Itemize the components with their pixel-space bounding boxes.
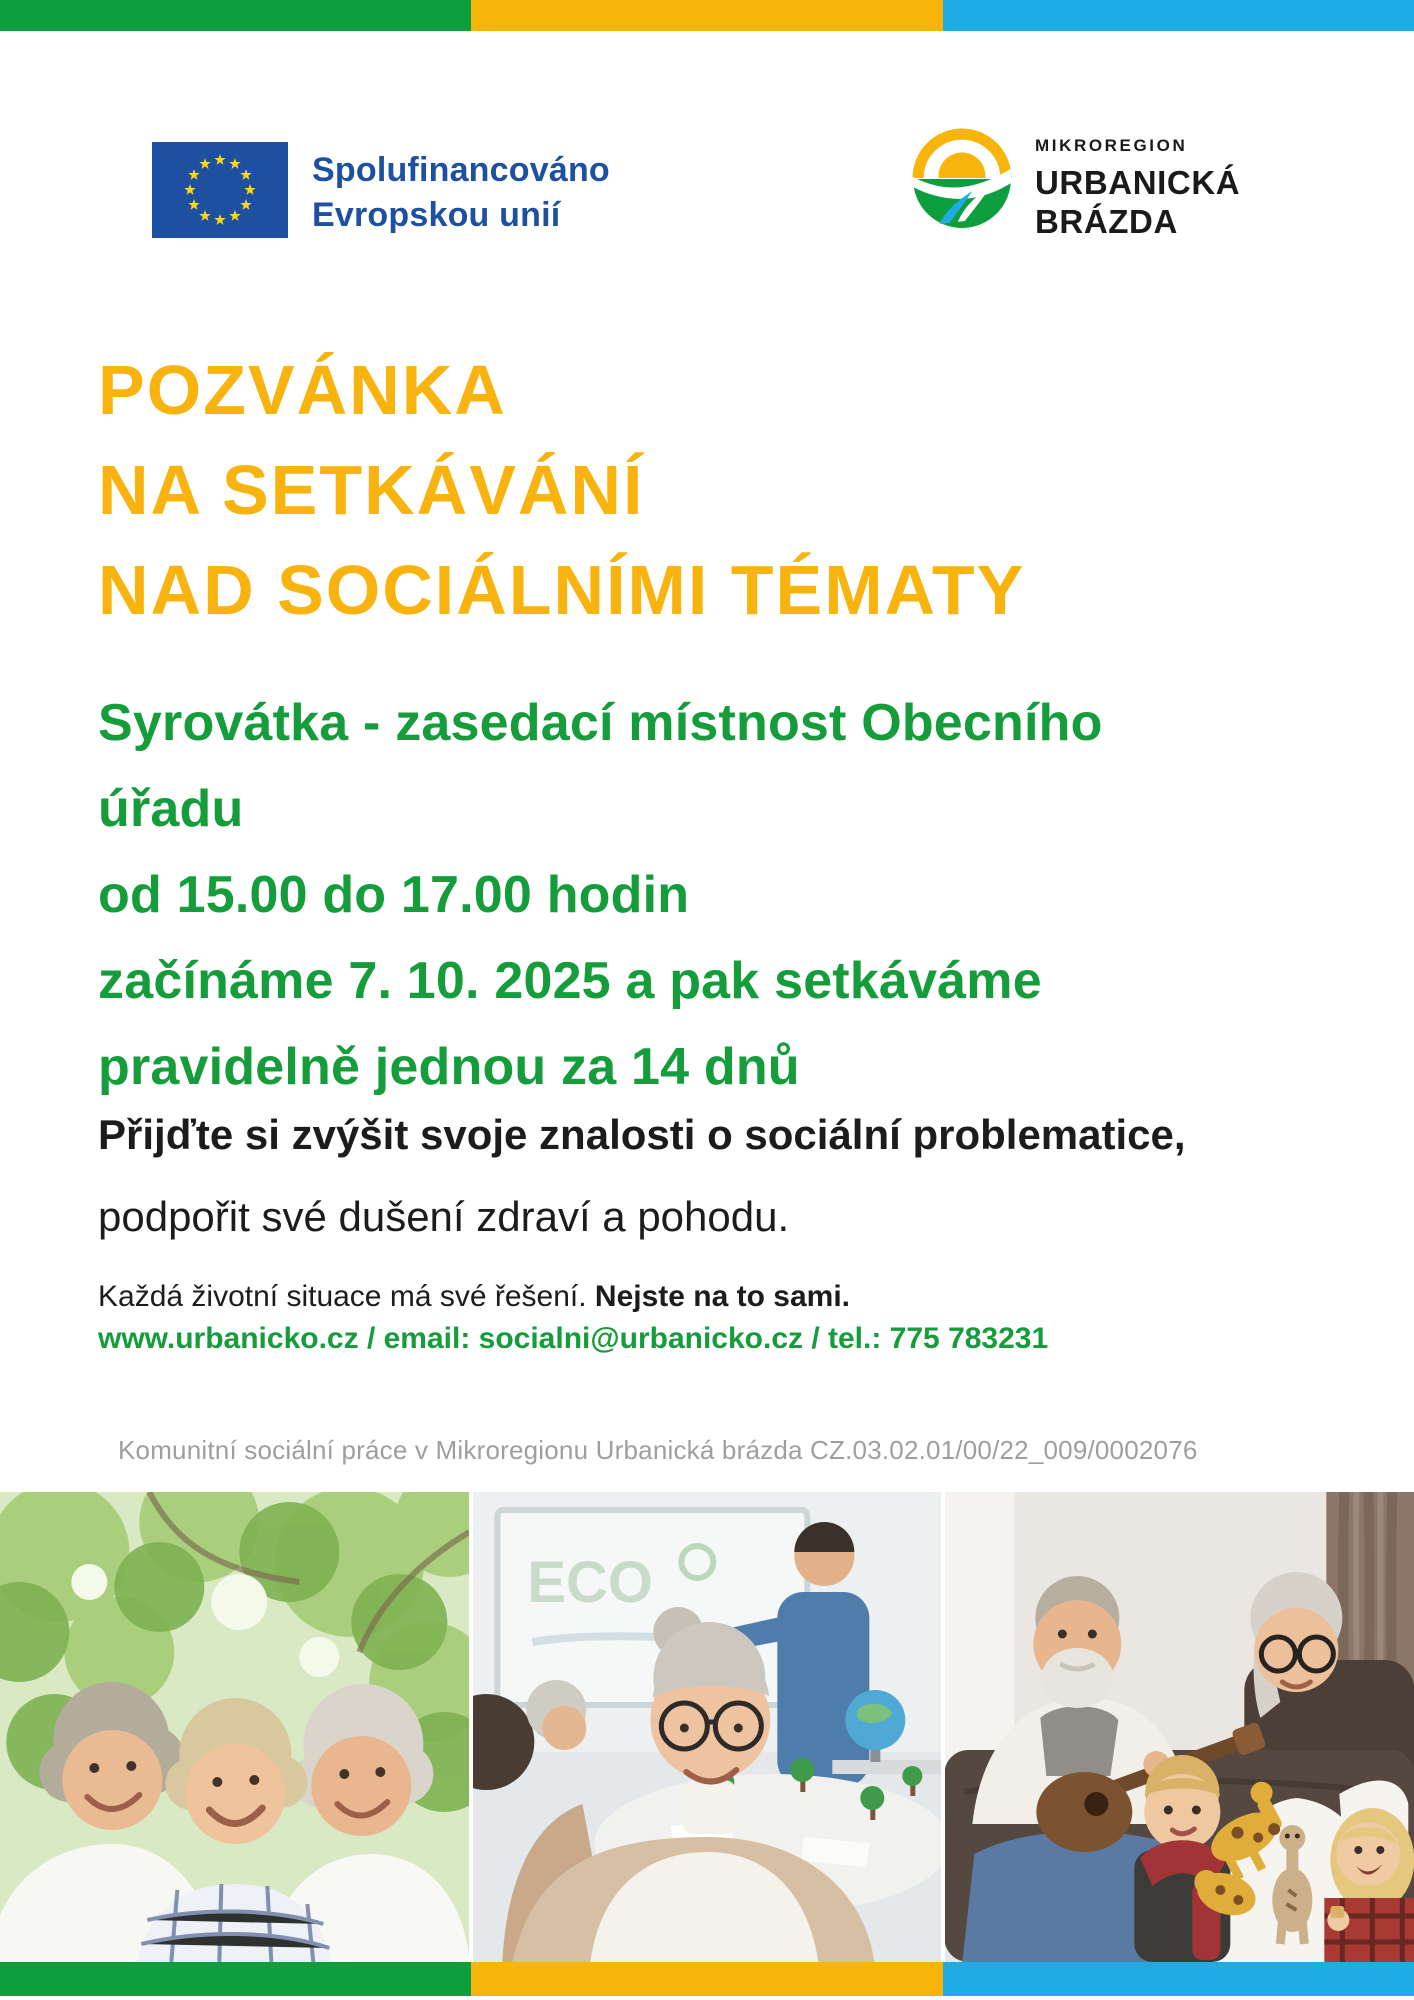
poster-title <box>98 340 1025 640</box>
photo-family-sofa <box>945 1492 1414 1962</box>
mikroregion-kicker: MIKROREGION <box>1035 136 1188 155</box>
svg-text:ECO: ECO <box>527 1550 653 1615</box>
invitation-regular-text: podpořit své dušení zdraví a pohodu. <box>98 1193 790 1240</box>
mikroregion-name-line2: BRÁZDA <box>1035 203 1178 240</box>
photo-strip <box>0 1492 1414 1962</box>
note-line <box>98 1277 1048 1317</box>
note-and-contact <box>98 1277 1048 1359</box>
top-bar-yellow-segment <box>471 0 942 31</box>
bottom-bar-green-segment <box>0 1962 471 1996</box>
mikroregion-name-line1: URBANICKÁ <box>1035 164 1241 201</box>
eu-label-line1: Spolufinancováno <box>312 151 610 189</box>
eu-label-line2: Evropskou unií <box>312 196 561 234</box>
details-time: od 15.00 do 17.00 hodin <box>98 866 690 924</box>
bottom-bar-yellow-segment <box>471 1962 942 1996</box>
eu-cofunded-label <box>312 148 610 238</box>
mikroregion-logo-icon <box>911 128 1013 230</box>
meeting-details <box>98 680 1103 1110</box>
contact-line: www.urbanicko.cz / email: socialni@urbanicko.cz / tel.: 775 783231 <box>98 1322 1049 1355</box>
bottom-bar-blue-segment <box>943 1962 1414 1996</box>
details-frequency: pravidelně jednou za 14 dnů <box>98 1038 800 1096</box>
bottom-color-bar <box>0 1962 1414 1996</box>
invitation-paragraph <box>98 1094 1328 1258</box>
photo-classroom-workshop <box>473 1492 942 1962</box>
title-line1: POZVÁNKA <box>98 351 507 429</box>
invitation-bold-text: Přijďte si zvýšit svoje znalosti o sociální problematice, <box>98 1111 1186 1158</box>
top-bar-blue-segment <box>943 0 1414 31</box>
top-color-bar <box>0 0 1414 31</box>
photo-garden-seniors <box>0 1492 469 1962</box>
title-line2: NA SETKÁVÁNÍ <box>98 451 645 529</box>
grant-project-line: Komunitní sociální práce v Mikroregionu Urbanická brázda CZ.03.02.01/00/22_009/0002076 <box>118 1435 1198 1465</box>
details-start-date: začínáme 7. 10. 2025 a pak setkáváme <box>98 952 1042 1010</box>
details-location-line1: Syrovátka - zasedací místnost Obecního <box>98 694 1103 752</box>
title-line3: NAD SOCIÁLNÍMI TÉMATY <box>98 551 1026 629</box>
details-location-line2: úřadu <box>98 780 244 838</box>
mikroregion-logo-text <box>1035 136 1240 241</box>
top-bar-green-segment <box>0 0 471 31</box>
note-regular-text: Každá životní situace má své řešení. <box>98 1280 595 1313</box>
eu-flag-icon <box>152 142 288 238</box>
note-bold-text: Nejste na to sami. <box>594 1280 850 1313</box>
